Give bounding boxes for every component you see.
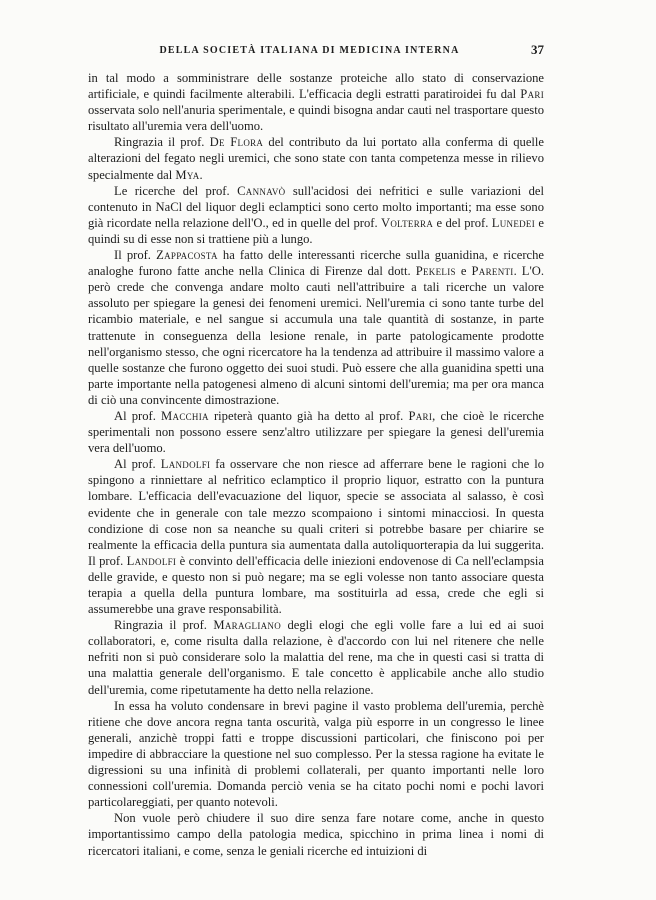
text-run: degli elogi che egli volle fare a lui ed ai suoi collaboratori, e, come risulta dalla relazione, è d'accordo con lui nel ritenere che nelle nefriti non si può considerare solo la malattia del rene, ma che in questi casi si tratta di una malattia generale dell'organismo. E tale concetto è applicabile anche allo studio dell'uremia, come ripetutamente ha detto nella relazione. (88, 618, 544, 697)
paragraph (88, 408, 544, 456)
text-run: fa osservare che non riesce ad afferrare bene le ragioni che lo spingono a rinniettare al nefritico eclamptico il proprio liquor, estratto con la puntura lombare. L'efficacia dell'evacuazione del liquor, specie se associata al salasso, è così evidente che in generale con tale mezzo scompaiono i sintomi minacciosi. In questa condizione di cose non sa neanche su quali criteri si potrebbe basare per chiarire se realmente la efficacia della puntura sia aumentata dalla autoliquorterapia da lui suggerita. Il prof. (88, 457, 544, 568)
text-run: e (455, 264, 472, 279)
text-run: , che cioè le ricerche sperimentali non possono essere senz'altro utilizzare per spiegare la genesi dell'uremia vera dell'uomo. (88, 408, 545, 456)
person-name: Macchia (161, 408, 209, 423)
person-name: Mya (175, 167, 200, 182)
paragraph (88, 810, 544, 858)
paragraph (88, 617, 544, 697)
text-run: Al prof. (114, 408, 162, 423)
person-name: Landolfi (126, 553, 177, 568)
person-name: Landolfi (160, 457, 211, 472)
text-run: . L'O. però crede che convenga andare molto cauti nell'attribuire a tali ricerche un valore assoluto per spiegare la genesi dei fenomeni uremici. Nell'uremia ci sono tante turbe del ricambio materiale, e nel sangue si accumula una tale quantità di sostanze, in parte trattenute in conseguenza della lesione renale, in parte patologicamente prodotte nell'organismo stesso, che ogni ricercatore ha la tendenza ad attribuire il massimo valore a quelle sostanze che furono oggetto dei suoi studi. Può essere che alla guanidina spetti una parte importante nella patogenesi almeno di alcuni sintomi dell'uremia; ma per ora manca di ciò una convincente dimostrazione. (88, 264, 544, 407)
text-run: Al prof. (114, 457, 161, 472)
person-name: Pari (520, 87, 544, 102)
person-name: Pekelis (415, 264, 456, 279)
body-text (88, 70, 544, 859)
paragraph (88, 247, 544, 408)
page-header (88, 40, 544, 60)
person-name: Pari (408, 408, 433, 423)
paragraph (88, 134, 544, 182)
text-run: Ringrazia il prof. (114, 135, 210, 150)
person-name: Cannavò (237, 183, 286, 198)
text-run: e quindi su di esse non si trattiene più a lungo. (88, 215, 544, 246)
running-title: DELLA SOCIETÀ ITALIANA DI MEDICINA INTERNA (159, 44, 460, 56)
text-run: In essa ha voluto condensare in brevi pagine il vasto problema dell'uremia, perchè ritiene che dove ancora regna tanta oscurità, valga più esporre in un congresso le linee generali, anzichè troppi fatti e troppe discussioni particolari, che finiscono poi per impedire di abbracciare la questione nel suo complesso. Per la stessa ragione ha evitate le digressioni su una infinità di problemi collaterali, per quanto importanti nelle loro connessioni coll'uremia. Domanda perciò venia se ha citato pochi nomi e pochi lavori particolareggiati, per quanto notevoli. (88, 698, 544, 810)
paragraph (88, 70, 544, 134)
text-run: del contributo da lui portato alla conferma di quelle alterazioni del fegato negli uremici, che sono state con tanta competenza messe in rilievo specialmente dal (88, 135, 544, 182)
text-run: Non vuole però chiudere il suo dire senza fare notare come, anche in questo importantissimo campo della patologia medica, spicchino in prima linea i nomi di ricercatori italiani, e come, senza le geniali ricerche ed intuizioni di (88, 811, 544, 858)
page-number: 37 (531, 42, 544, 57)
person-name: Lunedei (491, 215, 536, 230)
person-name: Parenti (471, 264, 514, 279)
person-name: Volterra (380, 215, 434, 230)
person-name: De Flora (209, 135, 264, 150)
person-name: Zappacosta (156, 248, 218, 263)
text-run: in tal modo a somministrare delle sostanze proteiche allo stato di conservazione artificiale, e quindi facilmente alterabili. L'efficacia degli estratti paratiroidei fu dal (88, 71, 544, 102)
text-run: ha fatto delle interessanti ricerche sulla guanidina, e ricerche analoghe furono fatte anche nella Clinica di Firenze dal dott. (88, 248, 544, 279)
text-run: Ringrazia il prof. (114, 618, 214, 633)
text-run: Il prof. (114, 248, 157, 263)
person-name: Maragliano (213, 618, 282, 633)
paragraph (88, 183, 544, 247)
text-run: osservata solo nell'anuria sperimentale, e quindi bisogna andar cauti nel trasportare questo risultato all'uremia vera dell'uomo. (88, 103, 544, 134)
text-run: . (199, 167, 203, 182)
text-run: sull'acidosi dei nefritici e sulle variazioni del contenuto in NaCl del liquor degli eclamptici sono certo molto importanti; ma esse sono già ricordate nella relazione dell'O., ed in quelle del prof. (88, 183, 544, 230)
text-run: e del prof. (433, 215, 492, 230)
text-run: Le ricerche del prof. (114, 183, 238, 198)
paragraph (88, 698, 544, 811)
text-run: ripeterà quanto già ha detto al prof. (208, 408, 409, 423)
text-run: è convinto dell'efficacia delle iniezioni endovenose di Ca nell'eclampsia delle gravide, e questo non si può negare; ma se egli volesse non tanto associare questa terapia a quella della puntura lombare, ma sostituirla ad essa, crede che egli si assumerebbe una grave responsabilità. (88, 553, 544, 617)
paragraph (88, 456, 544, 617)
